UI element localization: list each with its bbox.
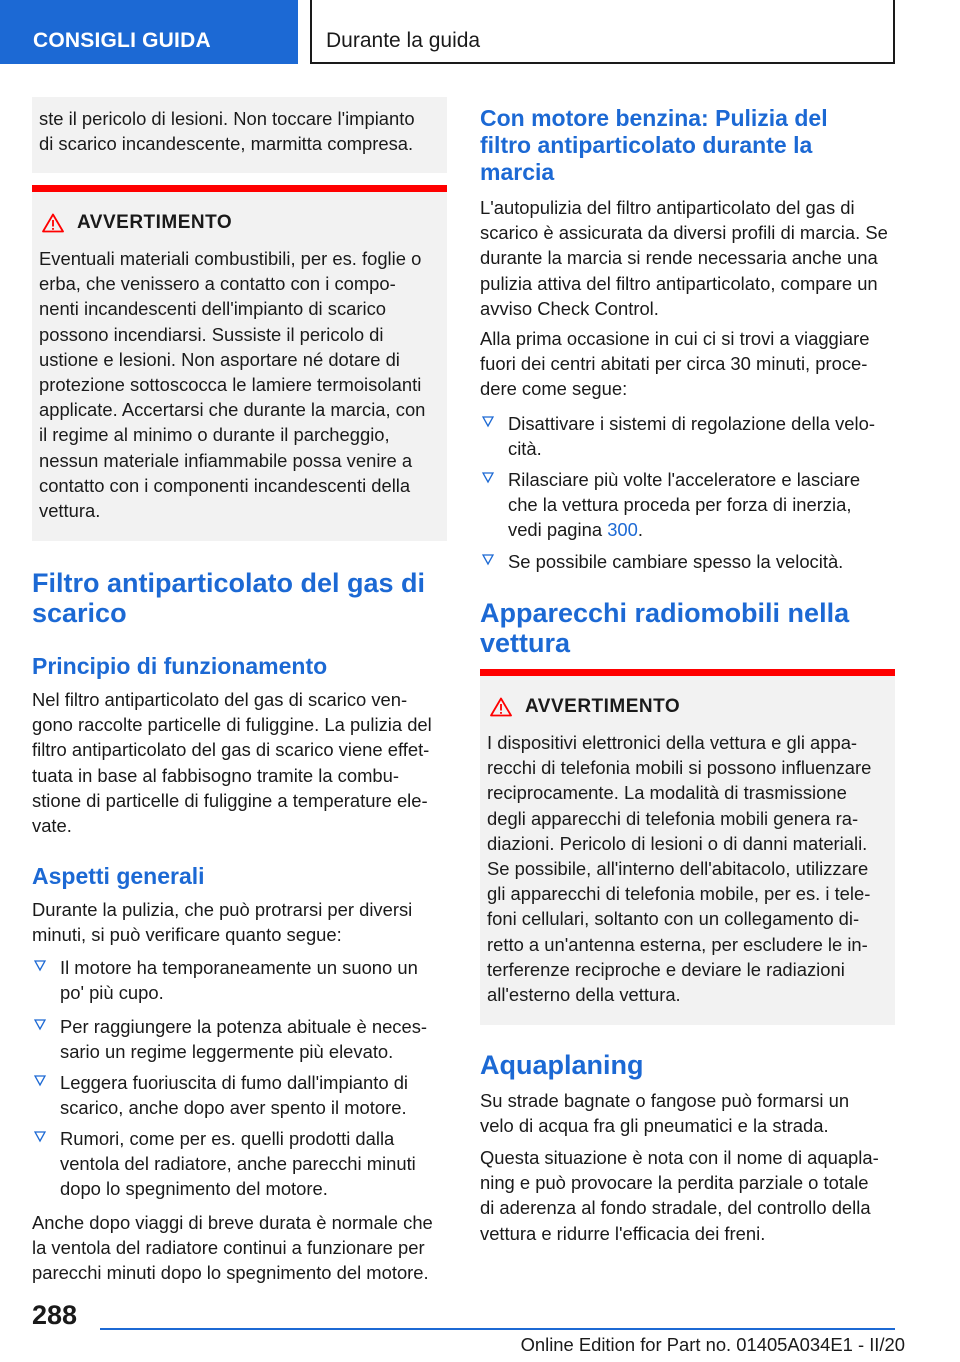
list-item: Rumori, come per es. quelli prodotti dalla ventola del radiatore, anche parecchi minuti dopo lo spegnimento del motore. — [32, 1126, 447, 1202]
page-reference-link[interactable]: 300 — [607, 519, 638, 541]
triangle-bullet-icon — [482, 416, 494, 428]
principle-paragraph: Nel filtro antiparticolato del gas di scarico ven- gono raccolte particelle di fuliggine. La pulizia del filtro antiparticolato del gas di scarico viene effet- tuata in base al fabbisogno tramite la combu- stione di particelle di fuliggine a temperature ele- vate. — [32, 689, 432, 837]
heading-aquaplaning: Aquaplaning — [480, 1050, 644, 1080]
warning-triangle-icon — [490, 697, 512, 717]
warning-text: I dispositivi elettronici della vettura e gli appa- recchi di telefonia mobili si possono influenzare reciprocamente. La modalità di trasmissione degli apparecchi di telefonia mobili genera ra- diazioni. Pericolo di lesioni o di danni materiali. Se possibile, all'interno dell'abitacolo, utilizzare gli apparecchi di telefonia mobile, per es. i tele- foni cellulari, soltanto con un collegamento di- retto a un'antenna esterna, per escludere le in- terferenze reciproche e deviare le radiazioni all'esterno della vettura. — [487, 732, 872, 1006]
warning-heading — [42, 212, 232, 234]
list-item: Leggera fuoriuscita di fumo dall'impianto di scarico, anche dopo aver spento il motore. — [32, 1070, 447, 1120]
warning-title: AVVERTIMENTO — [77, 212, 233, 233]
aquaplaning-paragraph-2: Questa situazione è nota con il nome di aquapla- ning e può provocare la perdita parziale o totale di aderenza al fondo stradale, del controllo della vettura e ridurre l'efficacia dei freni. — [480, 1147, 879, 1244]
aquaplaning-paragraph-1: Su strade bagnate o fangose può formarsi un velo di acqua fra gli pneumatici e la strada. — [480, 1090, 850, 1137]
heading-petrol-cleaning: Con motore benzina: Pulizia del filtro antiparticolato durante la marcia — [480, 105, 828, 185]
heading-general-aspects: Aspetti generali — [32, 863, 205, 889]
chapter-title: Durante la guida — [310, 0, 895, 64]
triangle-bullet-icon — [482, 472, 494, 484]
warning-triangle-icon — [42, 213, 64, 233]
edition-note: Online Edition for Part no. 01405A034E1 - II/20 — [520, 1334, 905, 1355]
triangle-bullet-icon — [34, 1075, 46, 1087]
petrol-paragraph-2: Alla prima occasione in cui ci si trovi a viaggiare fuori dei centri abitati per circa 30 minuti, proce- dere come segue: — [480, 328, 870, 400]
list-item: Rilasciare più volte l'acceleratore e lasciare che la vettura proceda per forza di inerzia, vedi pagina 300. — [480, 467, 895, 543]
warning-heading — [490, 696, 680, 718]
warning-box-exhaust — [32, 185, 447, 541]
closing-paragraph: Anche dopo viaggi di breve durata è normale che la ventola del radiatore continui a funzionare per parecchi minuti dopo lo spegnimento del motore. — [32, 1212, 433, 1284]
list-item: Per raggiungere la potenza abituale è neces- sario un regime leggermente più elevato. — [32, 1014, 447, 1064]
list-item: Il motore ha temporaneamente un suono un po' più cupo. — [32, 955, 447, 1005]
footer-divider — [100, 1328, 895, 1330]
continued-note-box — [32, 97, 447, 173]
general-paragraph: Durante la pulizia, che può protrarsi per diversi minuti, si può verificare quanto segue: — [32, 899, 413, 946]
triangle-bullet-icon — [34, 960, 46, 972]
warning-title: AVVERTIMENTO — [525, 696, 681, 717]
triangle-bullet-icon — [482, 554, 494, 566]
warning-box-mobile — [480, 669, 895, 1025]
heading-particulate-filter: Filtro antiparticolato del gas di scarico — [32, 568, 426, 628]
triangle-bullet-icon — [34, 1131, 46, 1143]
heading-mobile-devices: Apparecchi radiomobili nella vettura — [480, 598, 850, 658]
petrol-paragraph-1: L'autopulizia del filtro antiparticolato del gas di scarico è assicurata da diversi profili di marcia. Se durante la marcia si rende necessaria anche una pulizia attiva del filtro antiparticolato, compare un avviso Check Control. — [480, 197, 888, 319]
page-number: 288 — [32, 1300, 78, 1330]
continued-note-text: ste il pericolo di lesioni. Non toccare l'impianto di scarico incandescente, marmitta compresa. — [39, 108, 415, 155]
triangle-bullet-icon — [34, 1019, 46, 1031]
list-item: Se possibile cambiare spesso la velocità. — [480, 549, 895, 574]
section-tab[interactable]: CONSIGLI GUIDA — [0, 0, 298, 64]
heading-working-principle: Principio di funzionamento — [32, 653, 328, 679]
warning-text: Eventuali materiali combustibili, per es. foglie o erba, che venissero a contatto con i compo- nenti incandescenti dell'impianto di scarico possono incendiarsi. Sussiste il pericolo di ustione e lesioni. Non asportare né dotare di protezione sottoscocca le lamiere termoisolanti applicate. Accertarsi che durante la marcia, con il regime al minimo o durante il parcheggio, nessun materiale infiammabile possa venire a contatto con i componenti incandescenti della vettura. — [39, 248, 426, 522]
list-item: Disattivare i sistemi di regolazione della velo- cità. — [480, 411, 895, 461]
